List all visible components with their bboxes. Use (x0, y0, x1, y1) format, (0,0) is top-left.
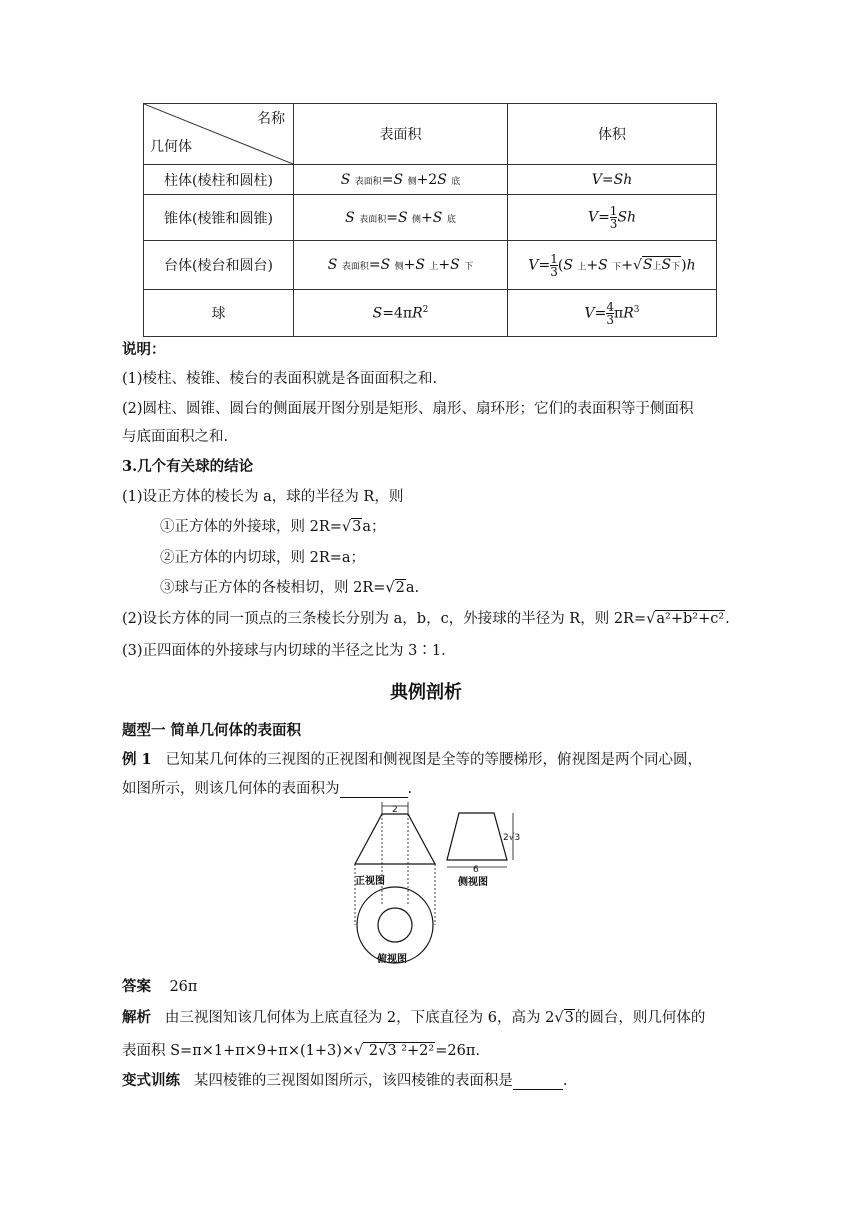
row-name: 球 (144, 290, 294, 337)
top-view-label: 俯视图 (377, 954, 407, 965)
answer-line (122, 975, 197, 996)
section-title: 典例剖析 (390, 682, 462, 703)
header-diagonal-cell (144, 104, 294, 165)
answer-blank (513, 1073, 563, 1090)
answer-blank (340, 781, 408, 798)
front-width-label: 2 (392, 805, 398, 815)
volume-formula: V= $\frac{1}{3}$ Sh (508, 195, 717, 241)
header-volume: 体积 (508, 104, 717, 165)
problem-type-heading: 题型一 简单几何体的表面积 (122, 722, 302, 739)
volume-formula: V= $\frac{1}{3}$ (S 上+S 下+√S上S下)h (508, 241, 717, 290)
area-formula: S 表面积=S 侧+S 底 (294, 195, 508, 241)
analysis-paragraph: 表面积 S=π×1+π×9+π×(1+3)×√ 2√3 ²+2²=26π. (122, 1043, 480, 1059)
row-name: 台体(棱台和圆台) (144, 241, 294, 290)
area-formula: S 表面积=S 侧+2S 底 (294, 165, 508, 195)
header-name: 名称 (257, 111, 285, 127)
side-view-label: 侧视图 (458, 877, 488, 888)
example-paragraph: 例 1 已知某几何体的三视图的正视图和侧视图是全等的等腰梯形，俯视图是两个同心圆， (122, 751, 702, 768)
sphere-case: ①正方体的外接球，则 2R=√3a； (160, 519, 386, 535)
example-paragraph: 如图所示，则该几何体的表面积为 . (122, 781, 413, 797)
formula-table (143, 103, 717, 337)
area-formula: $S=4\pi R^2$ (294, 290, 508, 337)
sphere-case: ③球与正方体的各棱相切，则 2R=√2a. (160, 580, 420, 596)
three-view-figure (335, 800, 535, 970)
note-paragraph: 与底面面积之和. (122, 429, 229, 445)
example-label: 例 1 (122, 751, 152, 768)
sphere-paragraph: (1)设正方体的棱长为 a，球的半径为 R，则 (122, 489, 404, 505)
note-paragraph: (2)圆柱、圆锥、圆台的侧面展开图分别是矩形、扇形、扇环形；它们的表面积等于侧面积 (122, 401, 694, 417)
analysis-label: 解析 (122, 1009, 151, 1026)
header-solid: 几何体 (150, 139, 192, 155)
answer-value: 26π (169, 979, 198, 995)
notes-heading: 说明： (122, 341, 166, 358)
section-heading: 3.几个有关球的结论 (122, 458, 254, 475)
side-width-label: 6 (473, 865, 479, 875)
variant-paragraph: 变式训练 某四棱锥的三视图如图所示，该四棱锥的表面积是 . (122, 1072, 568, 1089)
header-area: 表面积 (294, 104, 508, 165)
sphere-case: ②正方体的内切球，则 2R=a； (160, 550, 366, 566)
sphere-paragraph: (2)设长方体的同一顶点的三条棱长分别为 a，b，c，外接球的半径为 R，则 2R=√a²+b²+c². (122, 611, 730, 627)
row-name: 柱体(棱柱和圆柱) (144, 165, 294, 195)
variant-label: 变式训练 (122, 1072, 180, 1089)
sphere-paragraph: (3)正四面体的外接球与内切球的半径之比为 3∶1. (122, 643, 446, 659)
side-height-label: 2√3 (503, 833, 521, 843)
answer-label: 答案 (122, 978, 151, 995)
area-formula: S 表面积=S 侧+S 上+S 下 (294, 241, 508, 290)
note-paragraph: (1)棱柱、棱锥、棱台的表面积就是各面面积之和. (122, 371, 438, 387)
row-name: 锥体(棱锥和圆锥) (144, 195, 294, 241)
analysis-paragraph: 解析 由三视图知该几何体为上底直径为 2，下底直径为 6，高为 2√3的圆台，则几何体的 (122, 1009, 706, 1026)
volume-formula: V=Sh (508, 165, 717, 195)
front-view-label: 正视图 (355, 876, 385, 887)
volume-formula: V= $\frac{4}{3}$ $\pi R^3$ (508, 290, 717, 337)
